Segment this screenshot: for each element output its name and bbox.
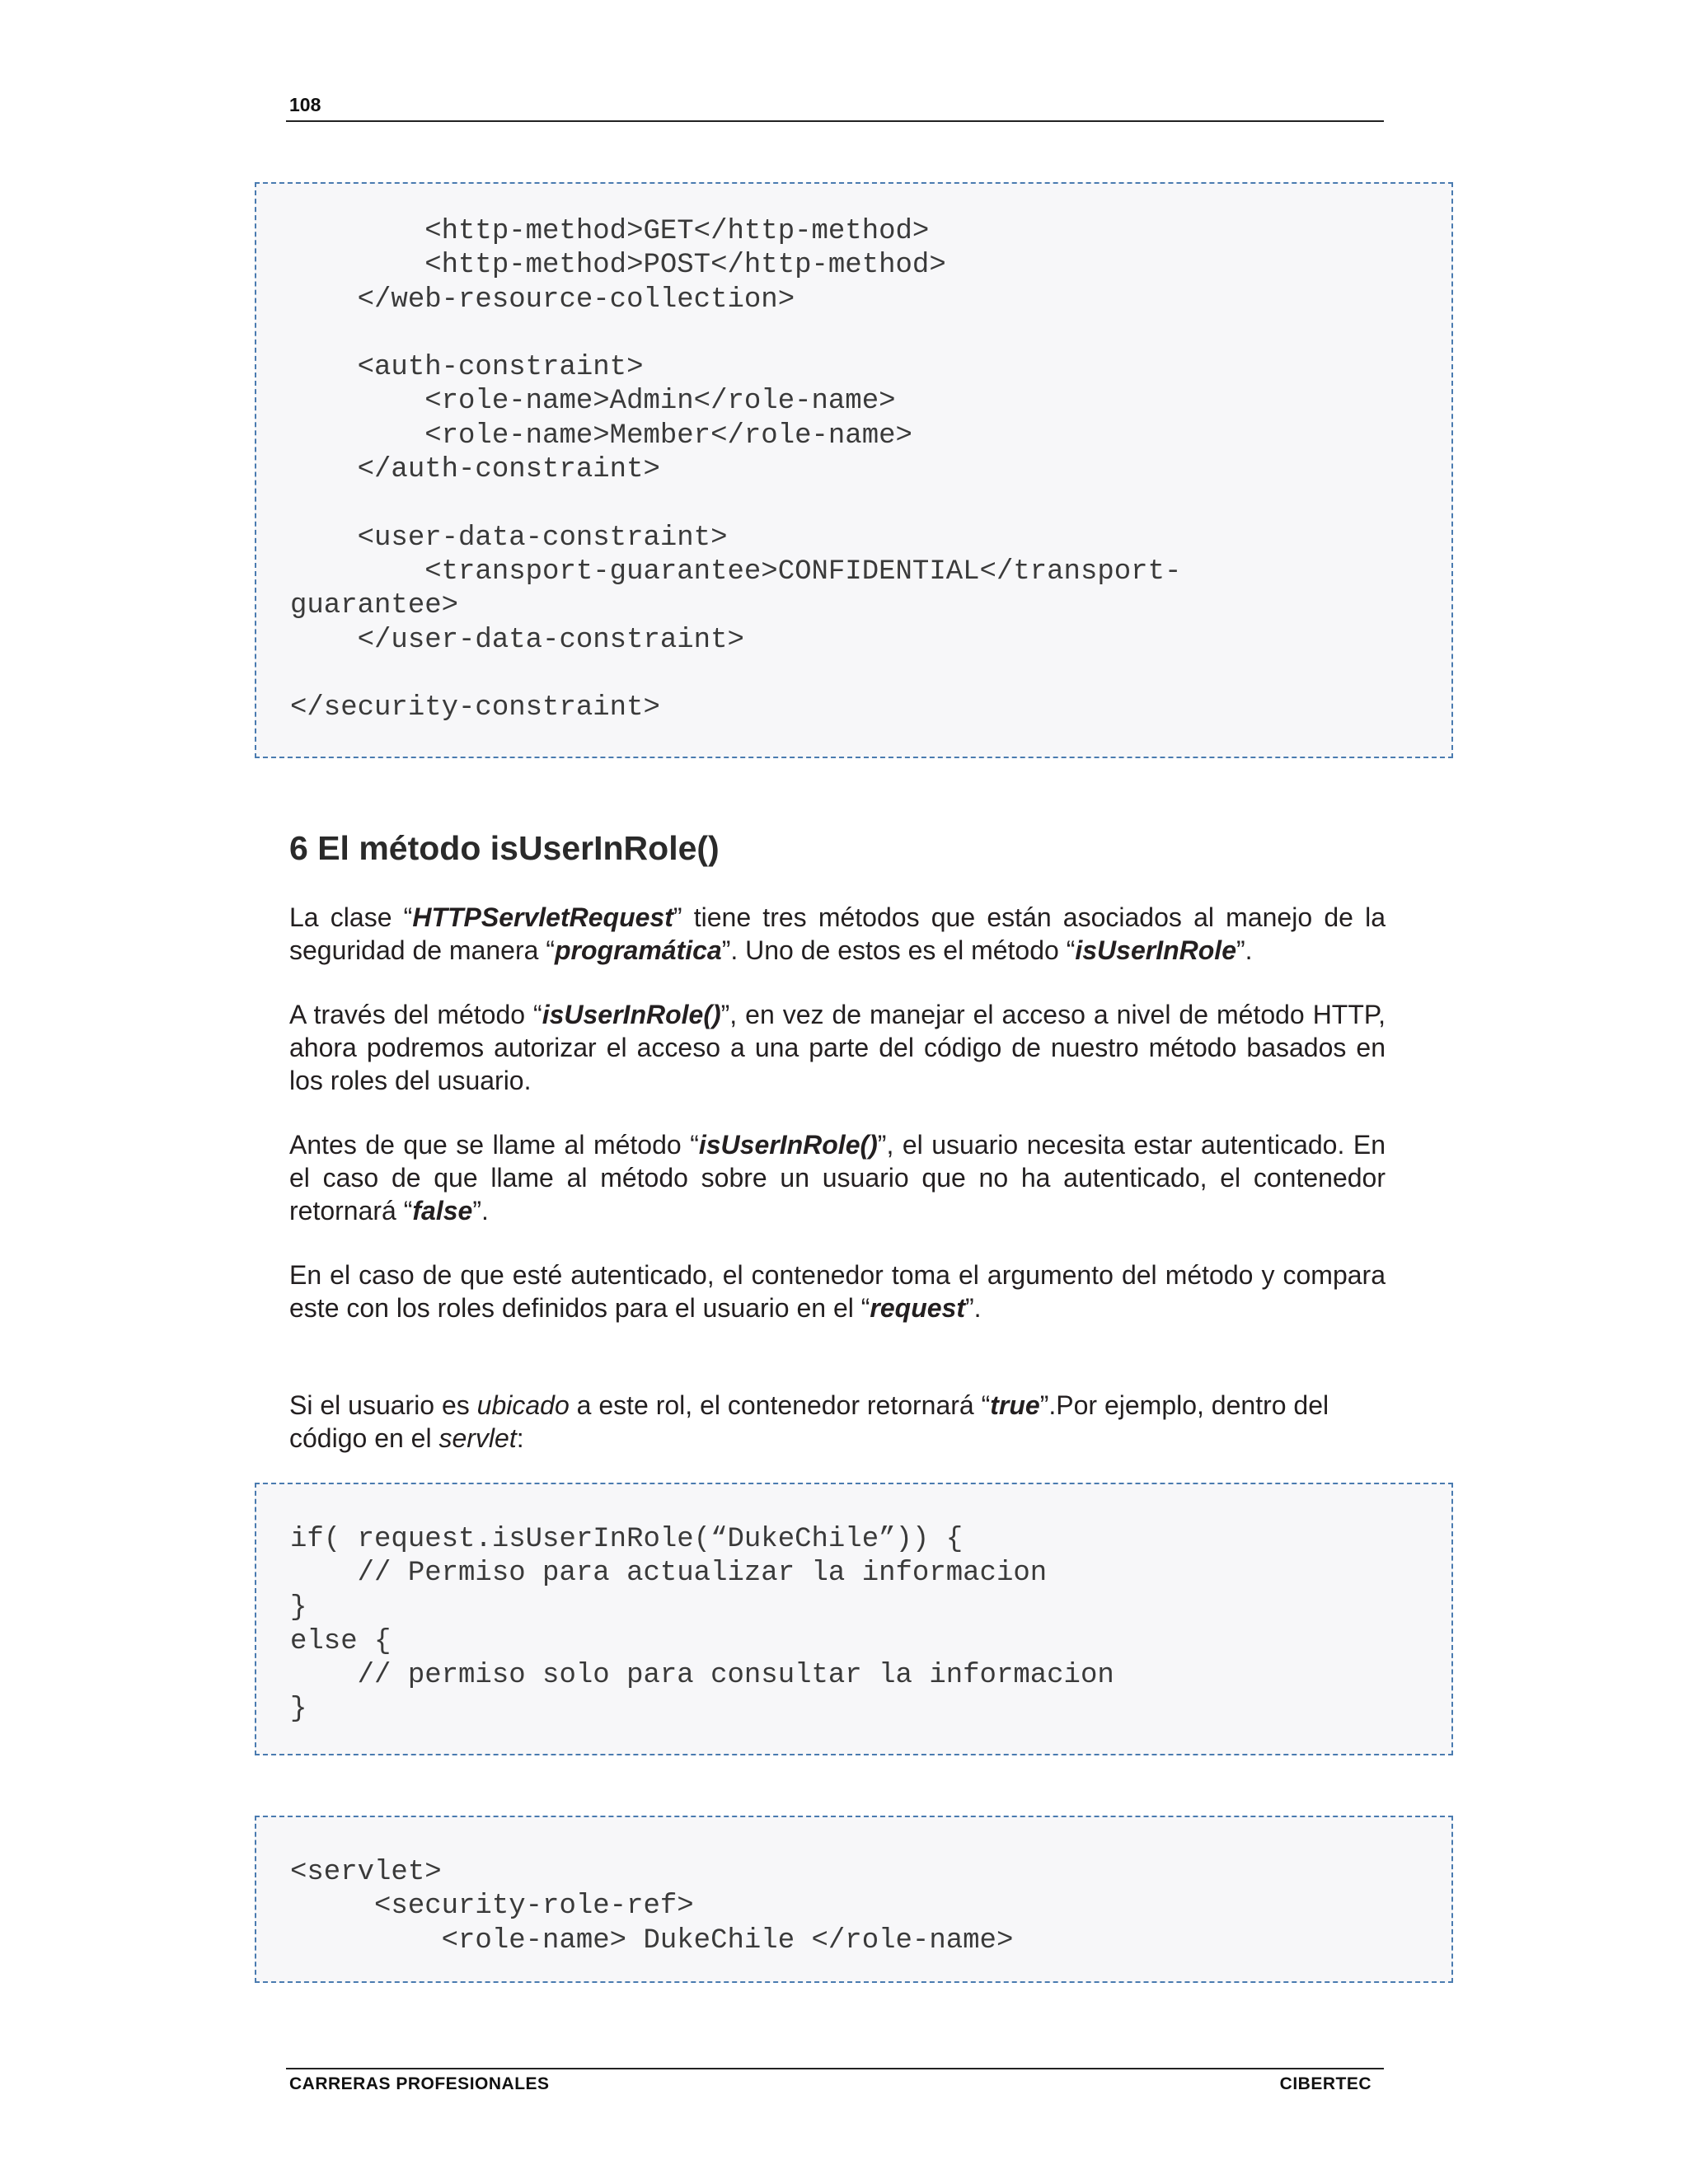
footer-left: CARRERAS PROFESIONALES — [289, 2074, 550, 2093]
header-rule — [286, 120, 1384, 122]
code-block-isuserinrole-example — [255, 1483, 1453, 1755]
emphasis-italic: ubicado — [476, 1390, 570, 1420]
paragraph-isuserinrole-intro: A través del método “isUserInRole()”, en vez de manejar el acceso a nivel de método HTTP, ahora podremos autorizar el acceso a una parte del código de nuestro método basados en los roles del usuario. — [289, 1000, 1386, 1095]
code-text: <http-method>GET</http-method> <http-method>POST</http-method> </web-resource-collection> <auth-constraint> <role-name>Admin</role-name> <role-name>Member</role-name> </auth-constraint> <user-data-constraint> <transport-guarantee>CONFIDENTIAL</transport- guarantee> </user-data-constraint> </security-constraint> — [290, 216, 1182, 724]
emphasis-bold-italic: isUserInRole — [1075, 935, 1236, 965]
code-text: if( request.isUserInRole(“DukeChile”)) { // Permiso para actualizar la informacion } else { // permiso solo para consultar la informacion } — [290, 1524, 1114, 1726]
paragraph-example-intro: Si el usuario es ubicado a este rol, el contenedor retornará “true”.Por ejemplo, dentro del código en el servlet: — [289, 1390, 1329, 1453]
emphasis-italic: servlet — [438, 1423, 517, 1453]
emphasis-bold-italic: HTTPServletRequest — [412, 902, 673, 932]
paragraph-httpservletrequest: La clase “HTTPServletRequest” tiene tres métodos que están asociados al manejo de la seguridad de manera “programática”. Uno de estos es el método “isUserInRole”. — [289, 902, 1386, 965]
emphasis-bold-italic: false — [412, 1196, 473, 1226]
code-block-servlet-role-ref — [255, 1816, 1453, 1983]
emphasis-bold-italic: request — [870, 1293, 965, 1323]
emphasis-bold-italic: isUserInRole() — [698, 1130, 878, 1160]
emphasis-bold-italic: isUserInRole() — [542, 1000, 721, 1029]
paragraph-authenticated-case: En el caso de que esté autenticado, el contenedor toma el argumento del método y compara este con los roles definidos para el usuario en el “request”. — [289, 1260, 1386, 1323]
code-text: <servlet> <security-role-ref> <role-name> DukeChile </role-name> — [290, 1857, 1014, 1957]
emphasis-bold-italic: true — [990, 1390, 1040, 1420]
emphasis-bold-italic: programática — [554, 935, 722, 965]
paragraph-authentication: Antes de que se llame al método “isUserInRole()”, el usuario necesita estar autenticado. En el caso de que llame al método sobre un usuario que no ha autenticado, el contenedor retornará “false”. — [289, 1130, 1386, 1226]
page-number: 108 — [289, 94, 321, 115]
footer-right: CIBERTEC — [1279, 2074, 1372, 2093]
code-block-security-constraint — [255, 182, 1453, 758]
section-heading: 6 El método isUserInRole() — [289, 829, 720, 867]
footer-rule — [286, 2068, 1384, 2069]
